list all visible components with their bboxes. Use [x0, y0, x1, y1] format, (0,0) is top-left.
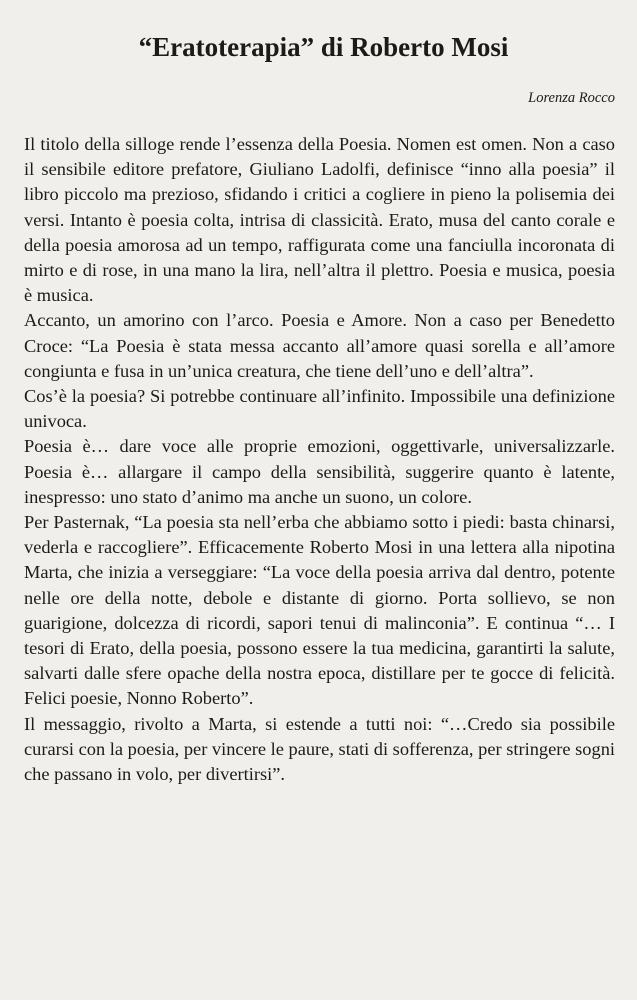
article-body: [24, 132, 615, 787]
paragraph: Accanto, un amorino con l’arco. Poesia e Amore. Non a caso per Benedetto Croce: “La Poesia è stata messa accanto all’amore quasi sorella e all’amore congiunta e fusa in un’unica creatura, che tiene dell’uno e dell’altra”.: [24, 310, 615, 381]
article-title: “Eratoterapia” di Roberto Mosi: [138, 32, 509, 62]
paragraph: Il titolo della silloge rende l’essenza della Poesia. Nomen est omen. Non a caso il sensibile editore prefatore, Giuliano Ladolfi, definisce “inno alla poesia” il libro piccolo ma prezioso, sfidando i critici a cogliere in pieno la polisemia dei versi. Intanto è poesia colta, intrisa di classicità. Erato, musa del canto corale e della poesia amorosa ad un tempo, raffigurata come una fanciulla incoronata di mirto e di rose, in una mano la lira, nell’altra il plettro. Poesia e musica, poesia è musica.: [24, 134, 615, 306]
paragraph: Cos’è la poesia? Si potrebbe continuare all’infinito. Impossibile una definizione univoca.: [24, 386, 615, 432]
paragraph: Per Pasternak, “La poesia sta nell’erba che abbiamo sotto i piedi: basta chinarsi, vederla e raccogliere”. Efficacemente Roberto Mosi in una lettera alla nipotina Marta, che inizia a verseggiare: “La voce della poesia arriva dal dentro, potente nelle ore della notte, debole e distante di giorno. Porta sollievo, se non guarigione, dolcezza di ricordi, sapori tenui di malinconia”. E continua “… I tesori di Erato, della poesia, possono essere la tua medicina, garantirti la salute, salvarti dalle sfere opache della nostra epoca, distillare per te gocce di felicità. Felici poesie, Nonno Roberto”.: [24, 512, 615, 709]
article-author: Lorenza Rocco: [528, 90, 615, 106]
paragraph: Il messaggio, rivolto a Marta, si estende a tutti noi: “…Credo sia possibile curarsi con la poesia, per vincere le paure, stati di sofferenza, per stringere sogni che passano in volo, per divertirsi”.: [24, 713, 615, 785]
paragraph: Poesia è… dare voce alle proprie emozioni, oggettivarle, universalizzarle. Poesia è… allargare il campo della sensibilità, suggerire quanto è latente, inespresso: uno stato d’animo ma anche un suono, un colore.: [24, 436, 615, 507]
